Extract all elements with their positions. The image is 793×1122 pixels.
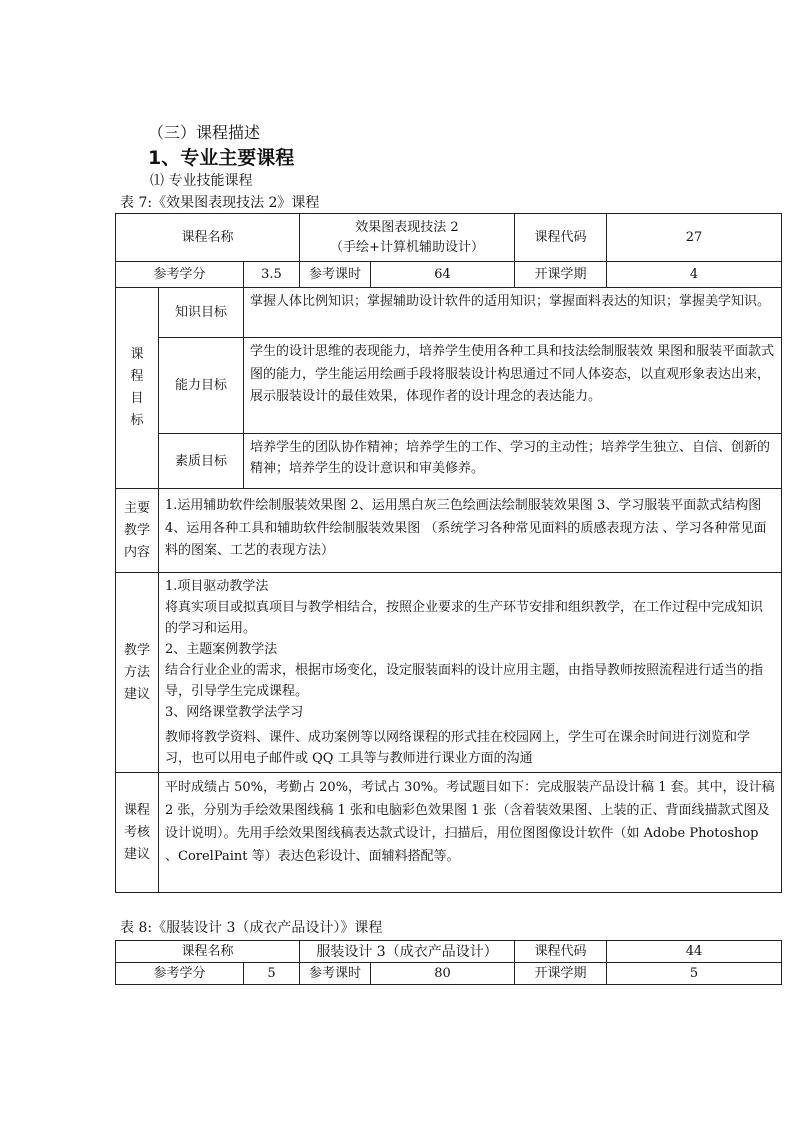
table7-caption: 表 7:《效果图表现技法 2》课程 <box>120 195 320 211</box>
t7-course-code-value: 27 <box>607 214 782 262</box>
t7-hours-label: 参考课时 <box>300 262 371 288</box>
t8-course-name-value: 服装设计 3（成衣产品设计） <box>300 941 515 963</box>
subsection-heading: ⑴ 专业技能课程 <box>150 173 253 189</box>
t7-method-label: 教学 方法 建议 <box>116 573 159 773</box>
section-heading: （三）课程描述 <box>148 123 261 142</box>
t7-knowledge-label: 知识目标 <box>159 288 244 338</box>
t7-method-line: 2、主题案例教学法 <box>165 642 278 657</box>
t7-hours-value: 64 <box>371 262 515 288</box>
t8-credit-value: 5 <box>244 963 300 985</box>
t7-ability-text: 学生的设计思维的表现能力，培养学生使用各种工具和技法绘制服装效 果图和服装平面款式图的能力，学生能运用绘画手段将服装设计构思通过不同人体姿态，以直观形象表达出来，展示服装设计的最佳效果，体现作者的设计理念的表达能力。 <box>244 338 782 434</box>
t7-assess-text: 平时成绩占 50%，考勤占 20%，考试占 30%。考试题目如下：完成服装产品设计稿 1 套。其中，设计稿 2 张，分别为手绘效果图线稿 1 张和电脑彩色效果图 1 张（含着装效果图、上装的正、背面线描款式图及设计说明）。先用手绘效果图线稿表达款式设计，扫描后，用位图图像设计软件（如 Adobe Photoshop 、CorelPaint 等）表达色彩设计、面辅料搭配等。 <box>159 773 782 893</box>
t7-semester-label: 开课学期 <box>515 262 607 288</box>
table8 <box>115 940 782 985</box>
t7-content-label: 主要 教学 内容 <box>116 489 159 573</box>
t7-course-name-value: 效果图表现技法 2 （手绘+计算机辅助设计） <box>300 214 515 262</box>
t7-method-line: 将真实项目或拟真项目与教学相结合，按照企业要求的生产环节安排和组织教学，在工作过程中完成知识的学习和运用。 <box>165 600 764 636</box>
t7-goals-label: 课 程 目 标 <box>116 288 159 489</box>
t7-method-line: 1.项目驱动教学法 <box>165 579 269 594</box>
t7-course-code-label: 课程代码 <box>515 214 607 262</box>
t7-method-line: 结合行业企业的需求，根据市场变化，设定服装面料的设计应用主题，由指导教师按照流程进行适当的指导，引导学生完成课程。 <box>165 663 764 699</box>
t7-ability-label: 能力目标 <box>159 338 244 434</box>
t7-quality-label: 素质目标 <box>159 434 244 489</box>
t7-quality-text: 培养学生的团队协作精神；培养学生的工作、学习的主动性；培养学生独立、自信、创新的精神；培养学生的设计意识和审美修养。 <box>244 434 782 489</box>
t8-credit-label: 参考学分 <box>116 963 244 985</box>
t7-method-line: 教师将教学资料、课件、成功案例等以网络课程的形式挂在校园网上，学生可在课余时间进行浏览和学习，也可以用电子邮件或 QQ 工具等与教师进行课业方面的沟通 <box>165 730 751 766</box>
t7-semester-value: 4 <box>607 262 782 288</box>
t7-assess-label: 课程 考核 建议 <box>116 773 159 893</box>
t8-semester-label: 开课学期 <box>515 963 607 985</box>
table7-body <box>115 213 782 893</box>
t8-hours-label: 参考课时 <box>300 963 371 985</box>
t8-course-code-value: 44 <box>607 941 782 963</box>
t8-hours-value: 80 <box>371 963 515 985</box>
table8-caption: 表 8:《服装设计 3（成衣产品设计）》课程 <box>120 920 383 936</box>
t7-course-name-label: 课程名称 <box>116 214 300 262</box>
t8-course-name-label: 课程名称 <box>116 941 300 963</box>
t7-method-line: 3、网络课堂教学法学习 <box>165 705 304 720</box>
t7-content-text: 1.运用辅助软件绘制服装效果图 2、运用黑白灰三色绘画法绘制服装效果图 3、学习服装平面款式结构图 4、运用各种工具和辅助软件绘制服装效果图 （系统学习各种常见面料的质感表现方法 、学习各种常见面料的图案、工艺的表现方法） <box>159 489 782 573</box>
t7-knowledge-text: 掌握人体比例知识；掌握辅助设计软件的适用知识；掌握面料表达的知识；掌握美学知识。 <box>244 288 782 338</box>
t8-semester-value: 5 <box>607 963 782 985</box>
t8-course-code-label: 课程代码 <box>515 941 607 963</box>
t7-method-text <box>159 573 782 773</box>
section-title: 1、专业主要课程 <box>148 147 295 169</box>
t7-credit-value: 3.5 <box>244 262 300 288</box>
t7-credit-label: 参考学分 <box>116 262 244 288</box>
